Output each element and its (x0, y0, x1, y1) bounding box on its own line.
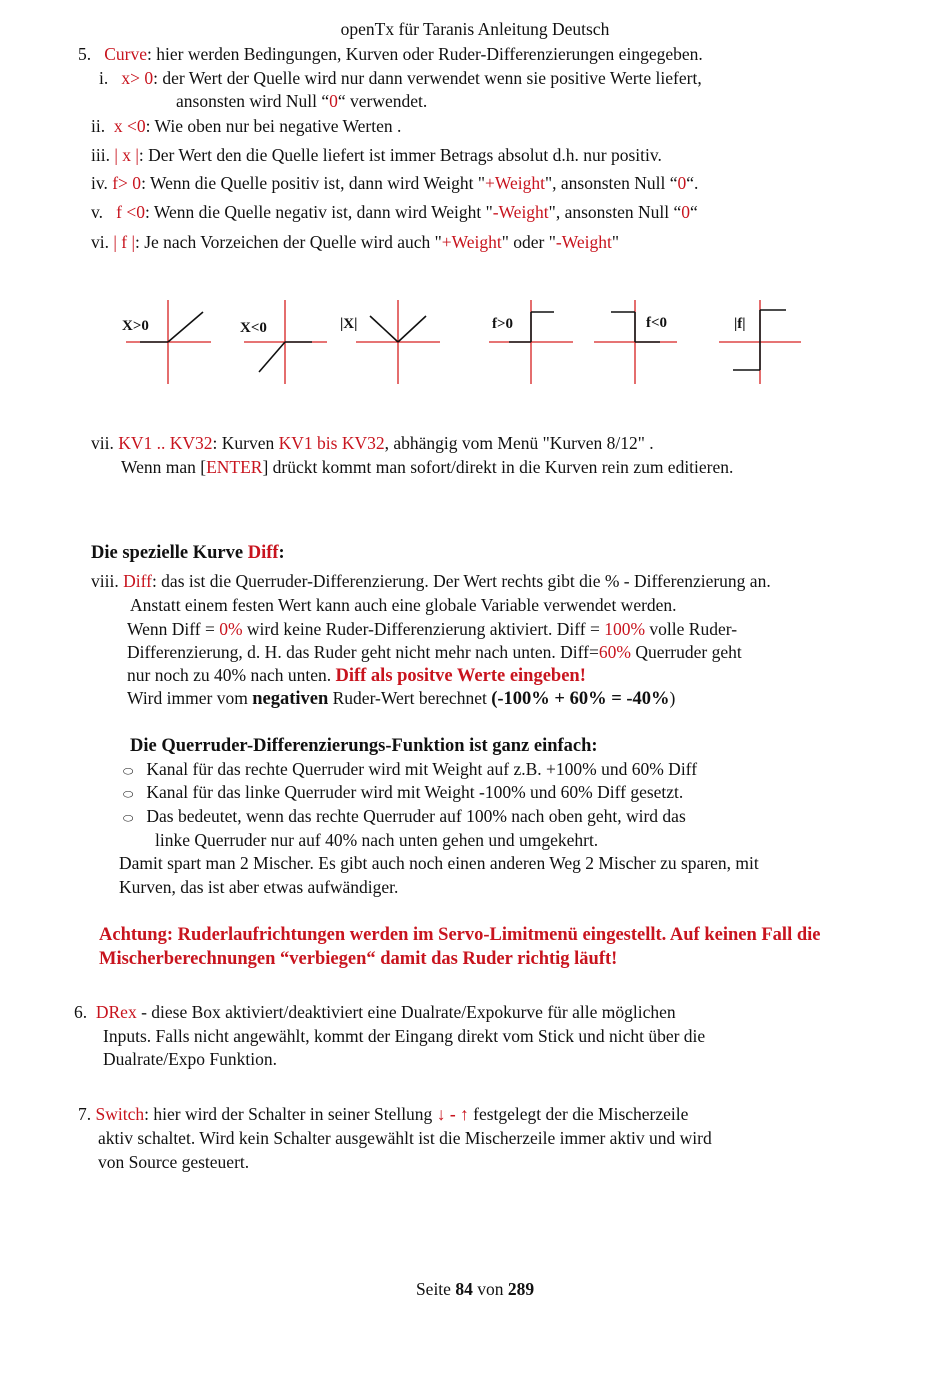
option-text: volle Ruder- (645, 619, 738, 639)
bullet-text: Kanal für das linke Querruder wird mit Weight -100% und 60% Diff gesetzt. (146, 782, 684, 802)
option-number: ii. (91, 116, 106, 136)
weight-value: -Weight (555, 232, 612, 252)
zero-value: 0 (681, 202, 690, 222)
option-text: “. (686, 173, 699, 193)
diagram-label: f>0 (492, 316, 514, 332)
option-text: : Der Wert den die Quelle liefert ist immer Betrags absolut d.h. nur positiv. (138, 145, 662, 165)
diagram-x-positive (122, 300, 211, 384)
warning-line: Achtung: Ruderlaufrichtungen werden im Servo-Limitmenü eingestellt. Auf keinen Fall die (99, 925, 821, 945)
switch-line: von Source gesteuert. (98, 1152, 250, 1172)
diff-line (127, 618, 737, 640)
option-text: Wird immer vom (127, 688, 253, 708)
zero-value: 0 (677, 173, 687, 193)
kv-item-cont (121, 456, 733, 478)
bullet-text: Das bedeutet, wenn das rechte Querruder auf 100% nach oben geht, wird das (146, 806, 686, 826)
diagram-label: X>0 (122, 318, 149, 334)
option-number: viii. (91, 571, 119, 591)
bullet-icon: ⬭ (123, 787, 134, 801)
drex-term: DRex (95, 1002, 137, 1022)
drex-line: Dualrate/Expo Funktion. (103, 1049, 278, 1069)
percent-value: 100% (604, 619, 646, 639)
option-text: : das ist die Querruder-Differenzierung. Der Wert rechts gibt die % - Differenzierung an. (151, 571, 771, 591)
switch-arrows-icon: ↓ - ↑ (436, 1104, 469, 1124)
diff-summary: Kurven, das ist aber etwas aufwändiger. (119, 877, 399, 897)
option-term: x <0 (113, 116, 146, 136)
option-text: Ruder-Wert berechnet (328, 688, 492, 708)
option-number: iv. (91, 173, 108, 193)
emphasis-text: negativen (252, 689, 329, 709)
option-text: : Je nach Vorzeichen der Quelle wird auch " (134, 232, 442, 252)
formula-text: (-100% + 60% = -40% (491, 689, 670, 709)
bullet-icon: ⬭ (123, 764, 134, 778)
option-text: ansonsten wird Null “ (176, 91, 330, 111)
diagram-f-abs (719, 300, 801, 384)
option-text: ) (669, 688, 676, 708)
weight-value: +Weight (484, 173, 545, 193)
diff-summary: Damit spart man 2 Mischer. Es gibt auch noch einen anderen Weg 2 Mischer zu sparen, mit (119, 853, 759, 873)
option-number: vi. (91, 232, 109, 252)
curve-term: Curve (104, 44, 148, 64)
switch-line: aktiv schaltet. Wird kein Schalter ausgewählt ist die Mischerzeile immer aktiv und wird (98, 1128, 712, 1148)
option-term: KV1 bis KV32 (278, 433, 385, 453)
curve-text: : hier werden Bedingungen, Kurven oder Ruder-Differenzierungen eingegeben. (147, 44, 703, 64)
option-number: i. (99, 68, 109, 88)
enter-key: ENTER (206, 457, 263, 477)
option-text: : der Wert der Quelle wird nur dann verwendet wenn sie positive Werte liefert, (153, 68, 702, 88)
option-text: nur noch zu 40% nach unten. (127, 665, 336, 685)
option-term: x> 0 (121, 68, 154, 88)
option-term: | x | (114, 145, 139, 165)
option-term: | f | (113, 232, 135, 252)
warning-line: Mischerberechnungen “verbiegen“ damit das Ruder richtig läuft! (99, 949, 618, 969)
bullet-icon: ⬭ (123, 811, 134, 825)
bullet-cont: linke Querruder nur auf 40% nach unten gehen und umgekehrt. (155, 830, 599, 850)
diff-function-heading: Die Querruder-Differenzierungs-Funktion ist ganz einfach: (130, 736, 598, 756)
zero-value: 0 (329, 91, 338, 111)
option-term: f <0 (116, 202, 145, 222)
option-text: Querruder geht (630, 642, 742, 662)
diagram-label: |f| (734, 316, 746, 332)
kv-item (91, 432, 654, 454)
option-text: : Wenn die Quelle positiv ist, dann wird Weight " (141, 173, 485, 193)
diagram-f-positive (489, 300, 573, 384)
percent-value: 0% (219, 619, 243, 639)
option-text: " (611, 232, 619, 252)
heading-text: : (278, 543, 285, 563)
curve-option-ii (91, 115, 401, 137)
option-text: ", ansonsten Null “ (548, 202, 682, 222)
curve-option-vi (91, 231, 619, 253)
option-text: : hier wird der Schalter in seiner Stellung (144, 1104, 437, 1124)
diff-line (127, 641, 742, 663)
curve-diagrams (0, 290, 950, 400)
diagram-f-negative (594, 300, 677, 384)
diagram-label: |X| (340, 316, 358, 332)
bullet-item (123, 805, 686, 829)
bullet-text: Kanal für das rechte Querruder wird mit Weight auf z.B. +100% und 60% Diff (146, 759, 698, 779)
option-text: Differenzierung, d. H. das Ruder geht nicht mehr nach unten. Diff= (127, 642, 599, 662)
drex-item (74, 1001, 676, 1023)
curve-option-iv (91, 172, 698, 194)
diagram-label: f<0 (646, 315, 668, 331)
page-header: openTx für Taranis Anleitung Deutsch (340, 19, 610, 39)
option-number: iii. (91, 145, 110, 165)
percent-value: 60% (598, 642, 631, 662)
option-text: : Wenn die Quelle negativ ist, dann wird Weight " (144, 202, 493, 222)
option-text: Wenn Diff = (127, 619, 220, 639)
diff-line (127, 687, 675, 710)
diff-line: Anstatt einem festen Wert kann auch eine globale Variable verwendet werden. (130, 595, 677, 615)
page-footer (0, 1278, 950, 1300)
heading-text: Die spezielle Kurve (91, 543, 248, 563)
curve-option-v (91, 201, 698, 223)
item-number: 7. (78, 1104, 92, 1124)
item-number: 5. (78, 44, 92, 64)
diagram-x-abs (340, 300, 440, 384)
diff-item (91, 570, 771, 592)
option-text: , abhängig vom Menü "Kurven 8/12" . (384, 433, 654, 453)
diagram-label: X<0 (240, 320, 267, 336)
switch-item (78, 1103, 688, 1125)
item-number: 6. (74, 1002, 88, 1022)
diff-heading (91, 542, 285, 564)
footer-text: Seite (415, 1279, 456, 1299)
option-text: : Kurven (212, 433, 279, 453)
curve-option-i (99, 67, 702, 89)
heading-term: Diff (247, 543, 279, 563)
switch-term: Switch (95, 1104, 145, 1124)
option-text: : Wie oben nur bei negative Werten . (145, 116, 402, 136)
option-term: Diff (123, 571, 152, 591)
option-text: Wenn man [ (121, 457, 207, 477)
option-text: ", ansonsten Null “ (544, 173, 678, 193)
option-term: KV1 .. KV32 (118, 433, 213, 453)
option-term: f> 0 (112, 173, 142, 193)
option-text: ] drückt kommt man sofort/direkt in die Kurven rein zum editieren. (262, 457, 734, 477)
option-text: festgelegt der die Mischerzeile (468, 1104, 689, 1124)
footer-text: von (472, 1279, 508, 1299)
curve-option-i-cont (176, 90, 427, 112)
option-number: v. (91, 202, 103, 222)
option-number: vii. (91, 433, 114, 453)
page-number: 84 (455, 1279, 473, 1299)
option-text: " oder " (501, 232, 556, 252)
option-text: wird keine Ruder-Differenzierung aktiviert. Diff = (242, 619, 605, 639)
page-total: 289 (507, 1279, 535, 1299)
option-text: - diese Box aktiviert/deaktiviert eine Dualrate/Expokurve für alle möglichen (136, 1002, 676, 1022)
option-text: “ verwendet. (337, 91, 428, 111)
curve-option-iii (91, 144, 662, 166)
diff-note: Diff als positve Werte eingeben! (335, 666, 586, 686)
bullet-item (123, 781, 683, 805)
weight-value: -Weight (492, 202, 549, 222)
curve-item (78, 43, 703, 65)
weight-value: +Weight (441, 232, 502, 252)
bullet-item (123, 758, 697, 782)
option-text: “ (689, 202, 698, 222)
diff-line (127, 664, 586, 687)
drex-line: Inputs. Falls nicht angewählt, kommt der Eingang direkt vom Stick und nicht über die (103, 1026, 706, 1046)
diagram-x-negative (240, 300, 327, 384)
